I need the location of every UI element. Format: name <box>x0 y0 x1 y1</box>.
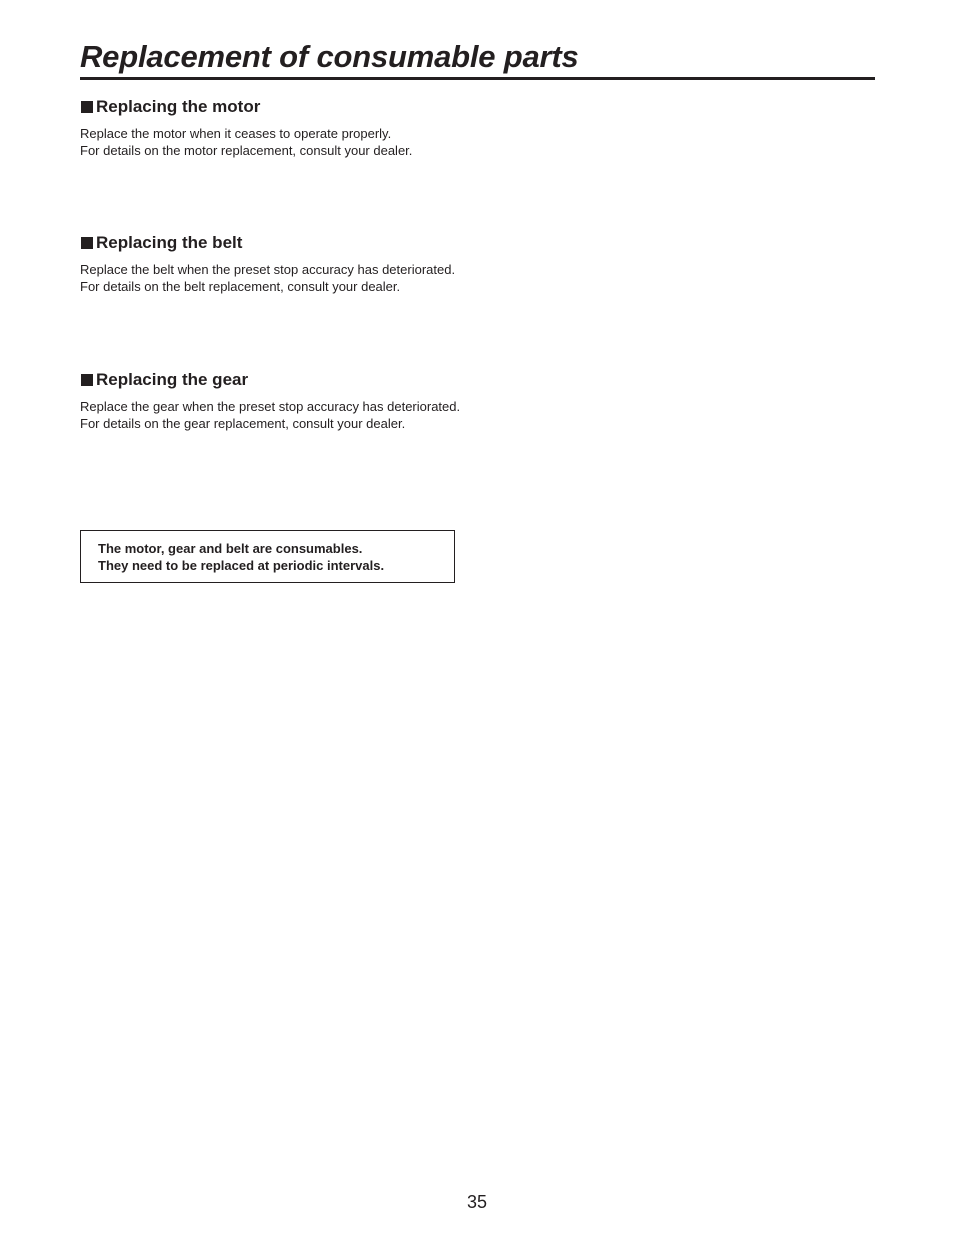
body-line: Replace the motor when it ceases to operate properly. <box>80 126 392 141</box>
filled-square-icon <box>81 237 93 249</box>
section-heading-text: Replacing the belt <box>96 233 243 252</box>
section-heading <box>80 370 680 390</box>
filled-square-icon <box>81 374 93 386</box>
note-content <box>98 540 384 574</box>
section-heading <box>80 233 680 253</box>
page-title: Replacement of consumable parts <box>80 39 579 74</box>
body-line: For details on the motor replacement, consult your dealer. <box>80 143 413 158</box>
body-line: For details on the belt replacement, consult your dealer. <box>80 279 401 294</box>
title-divider <box>80 77 875 80</box>
note-line: The motor, gear and belt are consumables. <box>98 541 363 556</box>
section-heading <box>80 97 680 117</box>
section-heading-text: Replacing the gear <box>96 370 249 389</box>
section-replacing-belt <box>80 233 680 295</box>
section-replacing-motor <box>80 97 680 159</box>
filled-square-icon <box>81 101 93 113</box>
section-body <box>80 261 680 295</box>
body-line: For details on the gear replacement, consult your dealer. <box>80 416 406 431</box>
section-heading-text: Replacing the motor <box>96 97 261 116</box>
body-line: Replace the belt when the preset stop accuracy has deteriorated. <box>80 262 456 277</box>
body-line: Replace the gear when the preset stop accuracy has deteriorated. <box>80 399 461 414</box>
note-box <box>80 530 455 583</box>
section-body <box>80 398 680 432</box>
note-line: They need to be replaced at periodic intervals. <box>98 558 385 573</box>
section-body <box>80 125 680 159</box>
section-replacing-gear <box>80 370 680 432</box>
page-number: 35 <box>466 1192 488 1212</box>
